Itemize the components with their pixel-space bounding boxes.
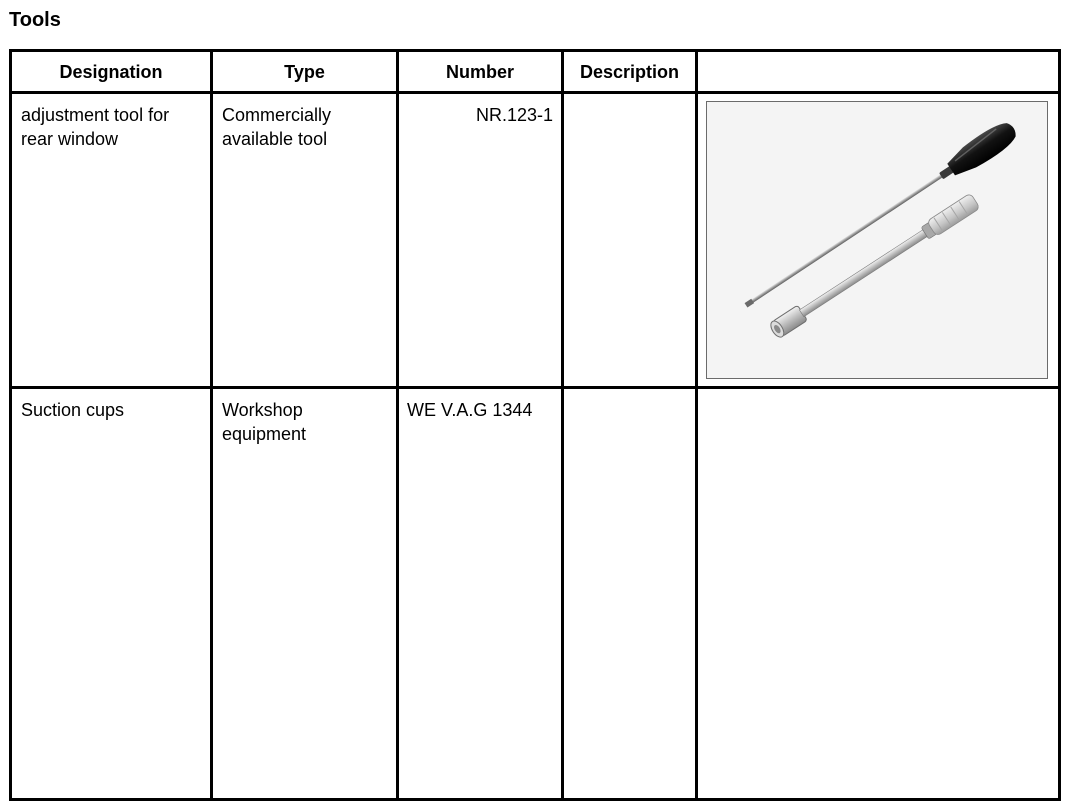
cell-image [697,388,1060,800]
description-text [564,94,695,103]
cell-type [212,388,398,800]
table-row [11,93,1060,388]
cell-description [563,388,697,800]
header-description: Description [563,51,697,93]
designation-text: Suction cups [21,400,125,420]
cell-designation [11,93,212,388]
cell-image [697,93,1060,388]
table-row [11,388,1060,800]
cell-description [563,93,697,388]
number-text: NR.123-1 [475,105,553,125]
cell-designation [11,388,212,800]
cell-number [398,93,563,388]
header-designation: Designation [11,51,212,93]
table-header-row [11,51,1060,93]
cell-type [212,93,398,388]
tools-table [9,49,1061,801]
header-number: Number [398,51,563,93]
header-type: Type [212,51,398,93]
description-text [564,389,695,398]
header-image [697,51,1060,93]
screwdriver-and-socket-wrench-icon [707,102,1047,378]
number-text: WE V.A.G 1344 [407,400,533,420]
designation-text: adjustment tool for rear window [21,105,170,149]
tool-image [706,101,1048,379]
page-title: Tools [9,9,61,31]
cell-number [398,388,563,800]
type-text: Commercially available tool [222,105,332,149]
type-text: Workshop equipment [222,400,307,444]
